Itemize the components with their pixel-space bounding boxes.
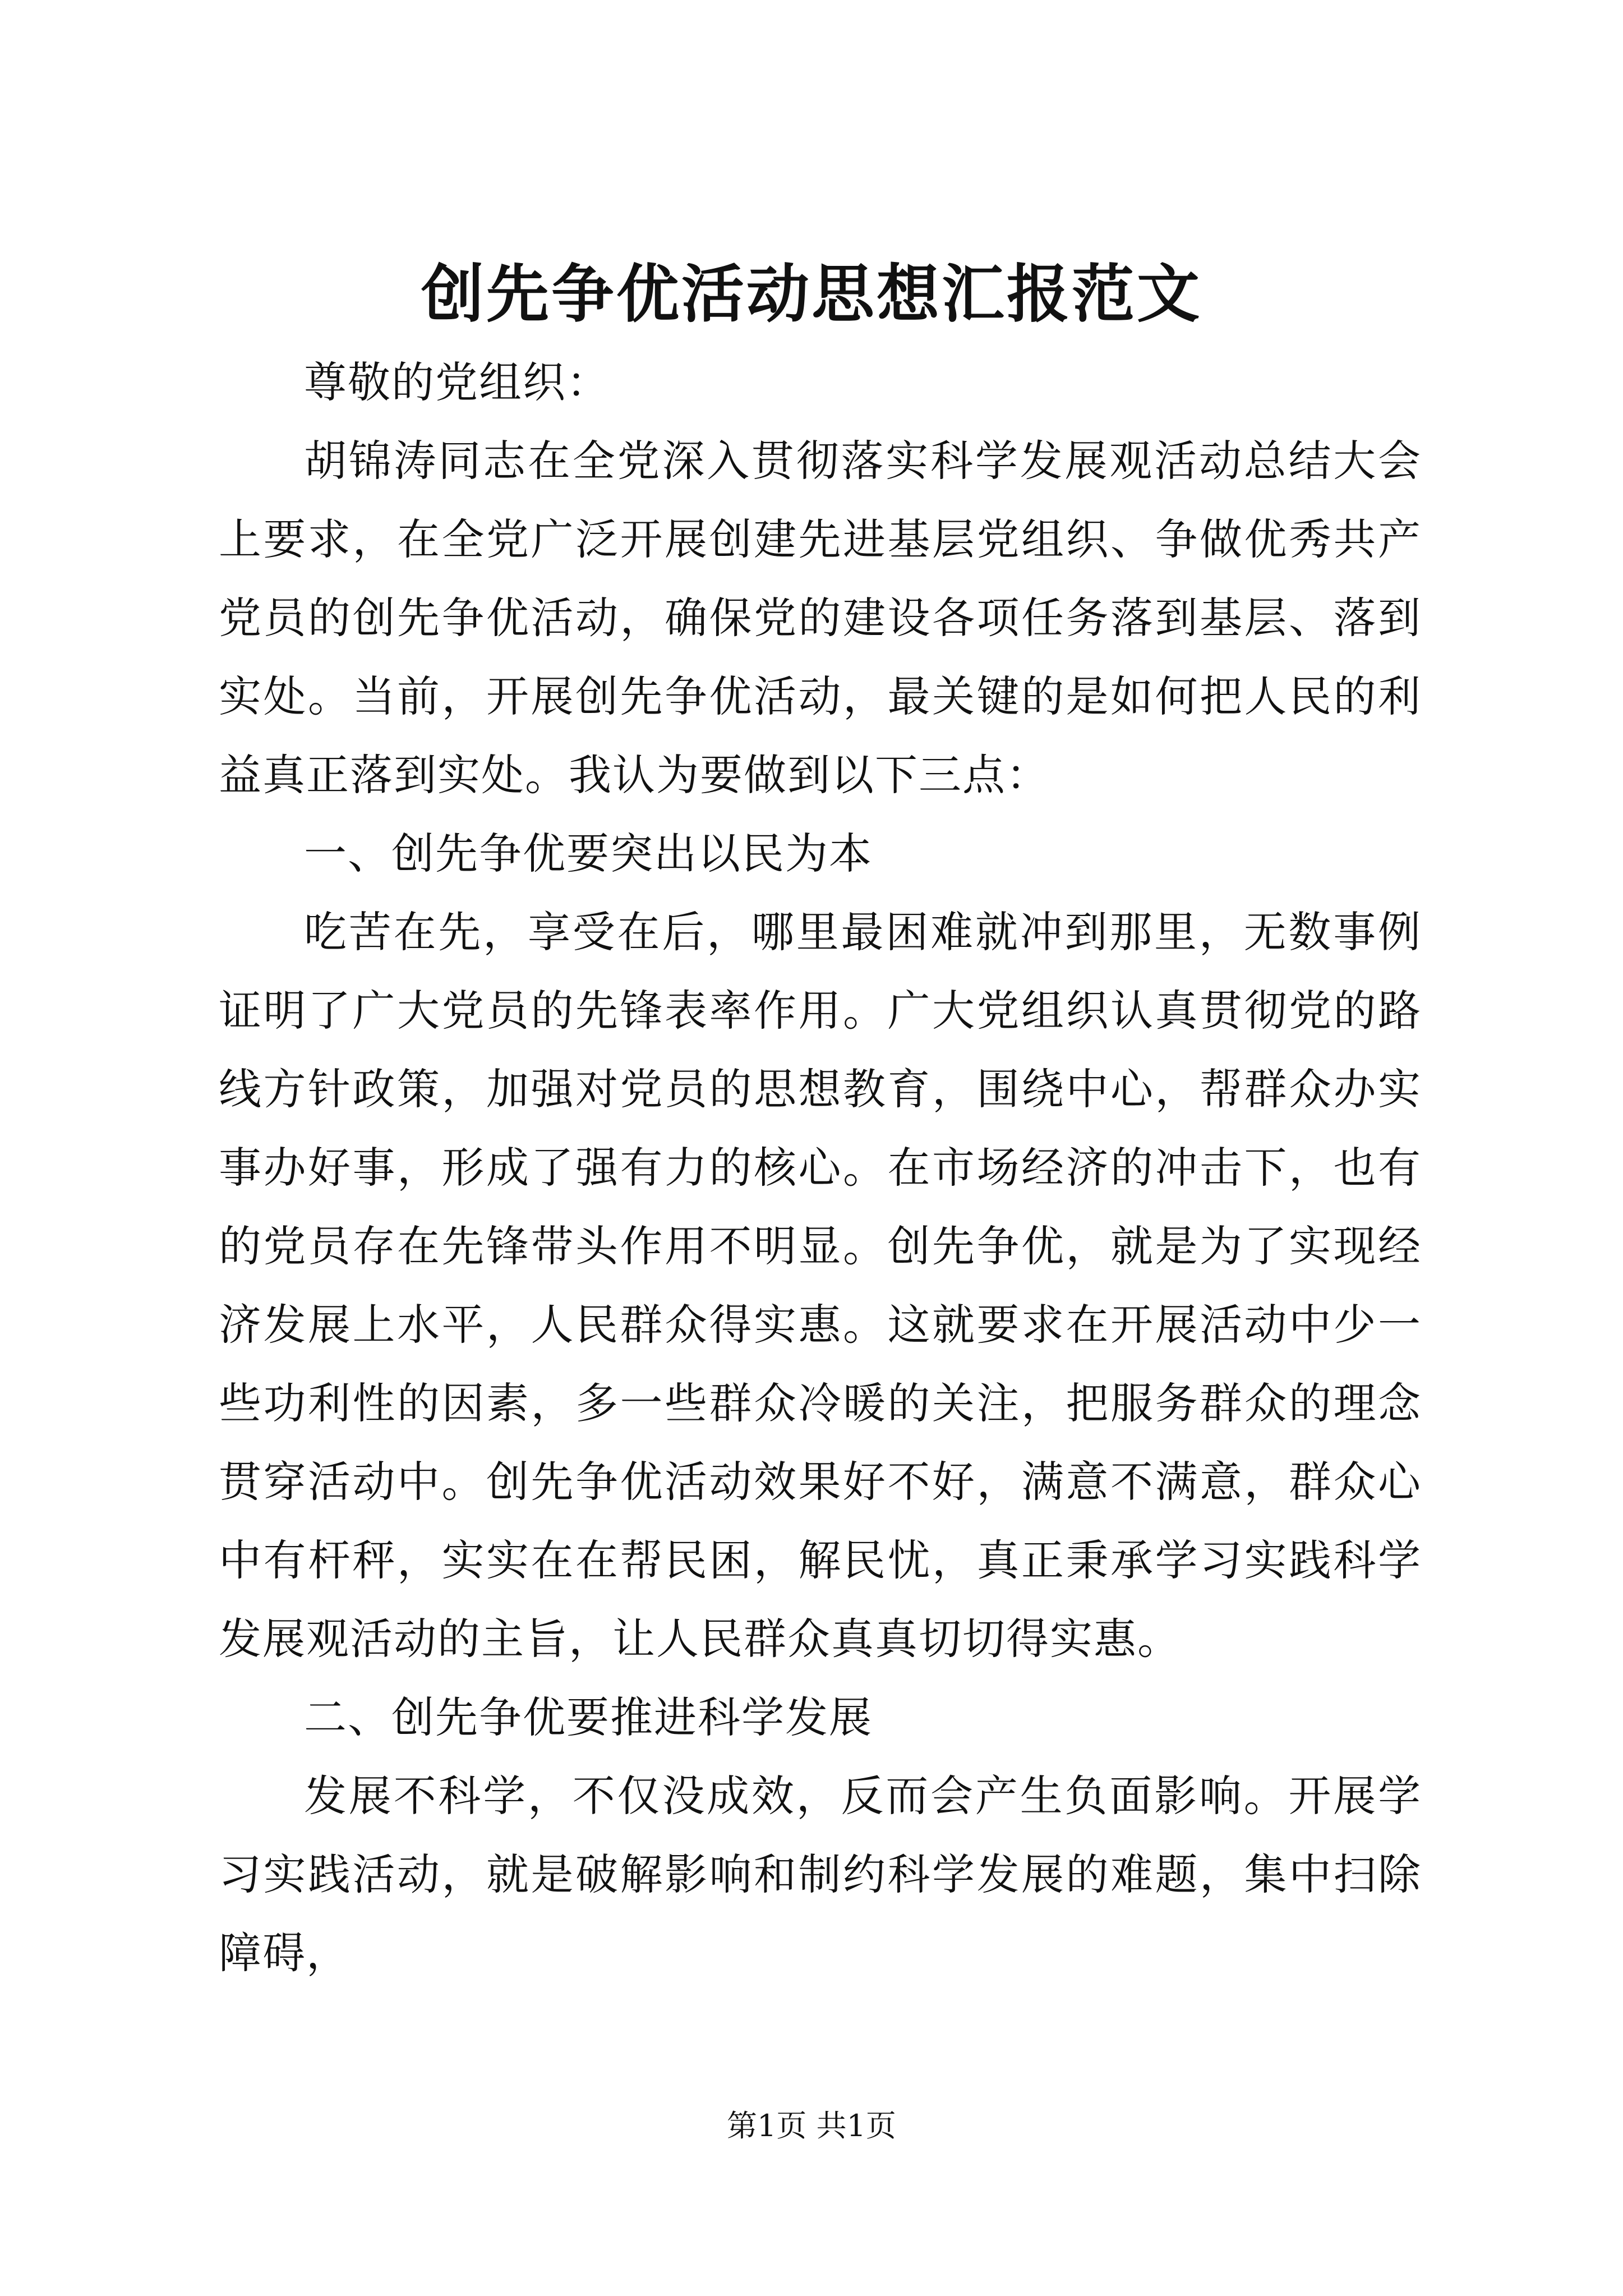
- document-title: 创先争优活动思想汇报范文: [421, 257, 1202, 331]
- section-heading-2: 二、创先争优要推进科学发展: [304, 1692, 873, 1742]
- salutation: 尊敬的党组织：: [304, 357, 610, 407]
- intro-paragraph: 胡锦涛同志在全党深入贯彻落实科学发展观活动总结大会上要求，在全党广泛开展创建先进基层党组织、争做优秀共产党员的创先争优活动，确保党的建设各项任务落到基层、落到实处。当前，开展创先争优活动，最关键的是如何把人民的利益真正落到实处。我认为要做到以下三点：: [219, 436, 1422, 800]
- document-body: [219, 343, 1422, 1993]
- section-1-paragraph: 吃苦在先，享受在后，哪里最困难就冲到那里，无数事例证明了广大党员的先锋表率作用。广大党组织认真贯彻党的路线方针政策，加强对党员的思想教育，围绕中心，帮群众办实事办好事，形成了强有力的核心。在市场经济的冲击下，也有的党员存在先锋带头作用不明显。创先争优，就是为了实现经济发展上水平，人民群众得实惠。这就要求在开展活动中少一些功利性的因素，多一些群众冷暖的关注，把服务群众的理念贯穿活动中。创先争优活动效果好不好，满意不满意，群众心中有杆秤，实实在在帮民困，解民忧，真正秉承学习实践科学发展观活动的主旨，让人民群众真真切切得实惠。: [219, 907, 1422, 1664]
- section-heading-1: 一、创先争优要突出以民为本: [304, 829, 873, 878]
- section-2-paragraph: 发展不科学，不仅没成效，反而会产生负面影响。开展学习实践活动，就是破解影响和制约科学发展的难题，集中扫除障碍，: [219, 1771, 1422, 1978]
- page-footer: 第1页 共1页: [727, 2108, 896, 2143]
